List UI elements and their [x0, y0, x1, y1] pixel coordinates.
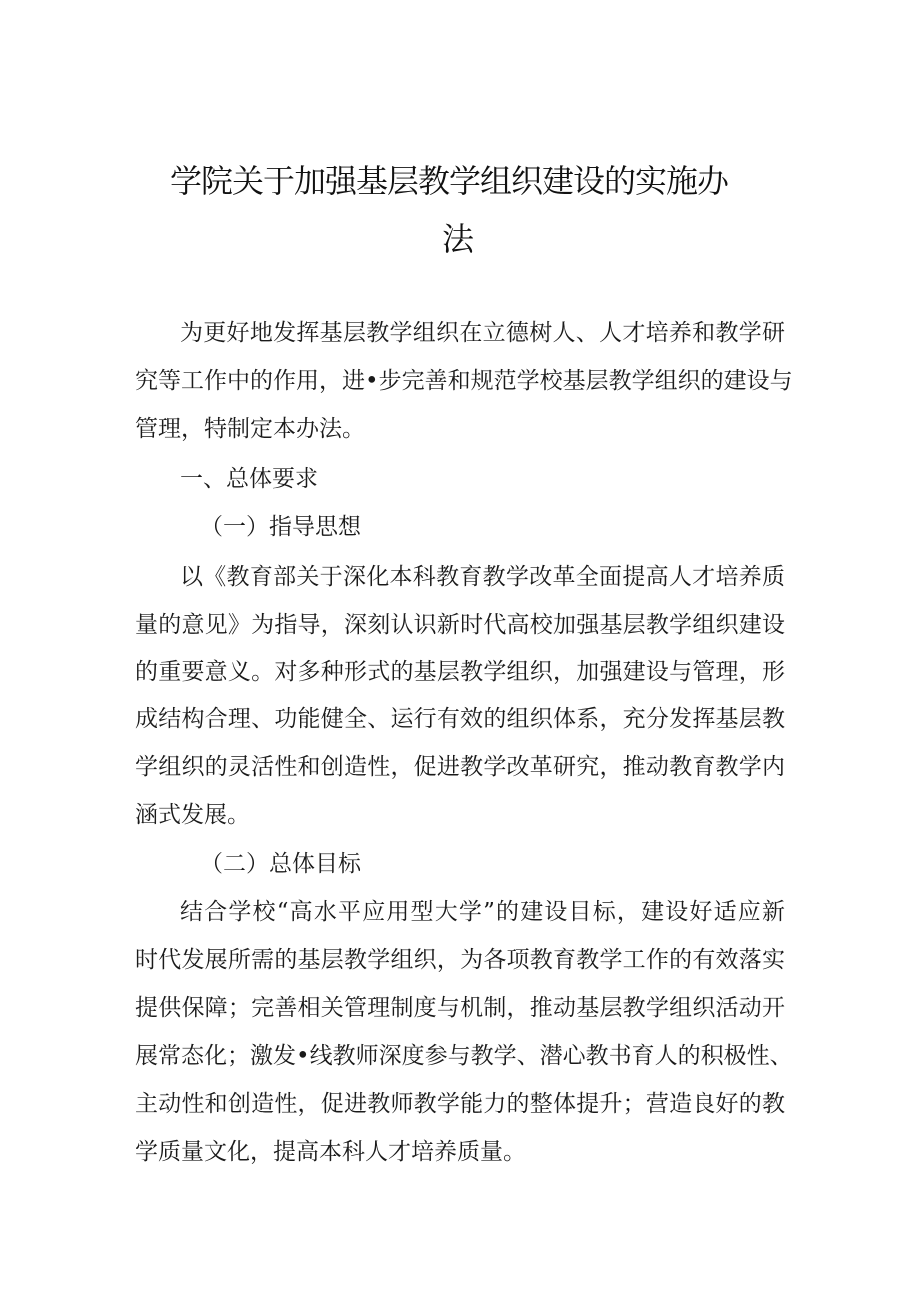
paragraph-3-line-2: 时代发展所需的基层教学组织，为各项教育教学工作的有效落实: [135, 947, 785, 973]
paragraph-2-line-6: 涵式发展。: [135, 802, 250, 828]
paragraph-1-line-2: 究等工作中的作用，进•步完善和规范学校基层教学组织的建设与: [135, 368, 793, 394]
paragraph-3-line-4: 展常态化；激发•线教师深度参与教学、潜心教书育人的积极性、: [135, 1043, 793, 1069]
paragraph-1-line-3: 管理，特制定本办法。: [135, 416, 365, 442]
paragraph-3-line-6: 学质量文化，提高本科人才培养质量。: [135, 1139, 526, 1165]
document-title-line-2: 法: [442, 220, 474, 258]
paragraph-2-line-3: 的重要意义。对多种形式的基层教学组织，加强建设与管理，形: [135, 659, 785, 685]
document-title-line-1: 学院关于加强基层教学组织建设的实施办: [170, 162, 729, 200]
paragraph-3-line-3: 提供保障；完善相关管理制度与机制，推动基层教学组织活动开: [135, 995, 785, 1021]
paragraph-3-line-1: 结合学校“高水平应用型大学”的建设目标，建设好适应新: [180, 899, 785, 925]
section-heading-general-requirements: 一、总体要求: [180, 466, 318, 492]
paragraph-2-line-5: 学组织的灵活性和创造性，促进教学改革研究，推动教育教学内: [135, 754, 785, 780]
subsection-heading-guiding-ideology: （一）指导思想: [200, 514, 361, 540]
paragraph-3-line-5: 主动性和创造性，促进教师教学能力的整体提升；营造良好的教: [135, 1091, 785, 1117]
subsection-heading-overall-goals: （二）总体目标: [200, 851, 361, 877]
paragraph-2-line-2: 量的意见》为指导，深刻认识新时代高校加强基层教学组织建设: [135, 612, 785, 638]
paragraph-1-line-1: 为更好地发挥基层教学组织在立德树人、人才培养和教学研: [180, 320, 785, 346]
paragraph-2-line-1: 以《教育部关于深化本科教育教学改革全面提高人才培养质: [180, 564, 785, 590]
paragraph-2-line-4: 成结构合理、功能健全、运行有效的组织体系，充分发挥基层教: [135, 706, 785, 732]
